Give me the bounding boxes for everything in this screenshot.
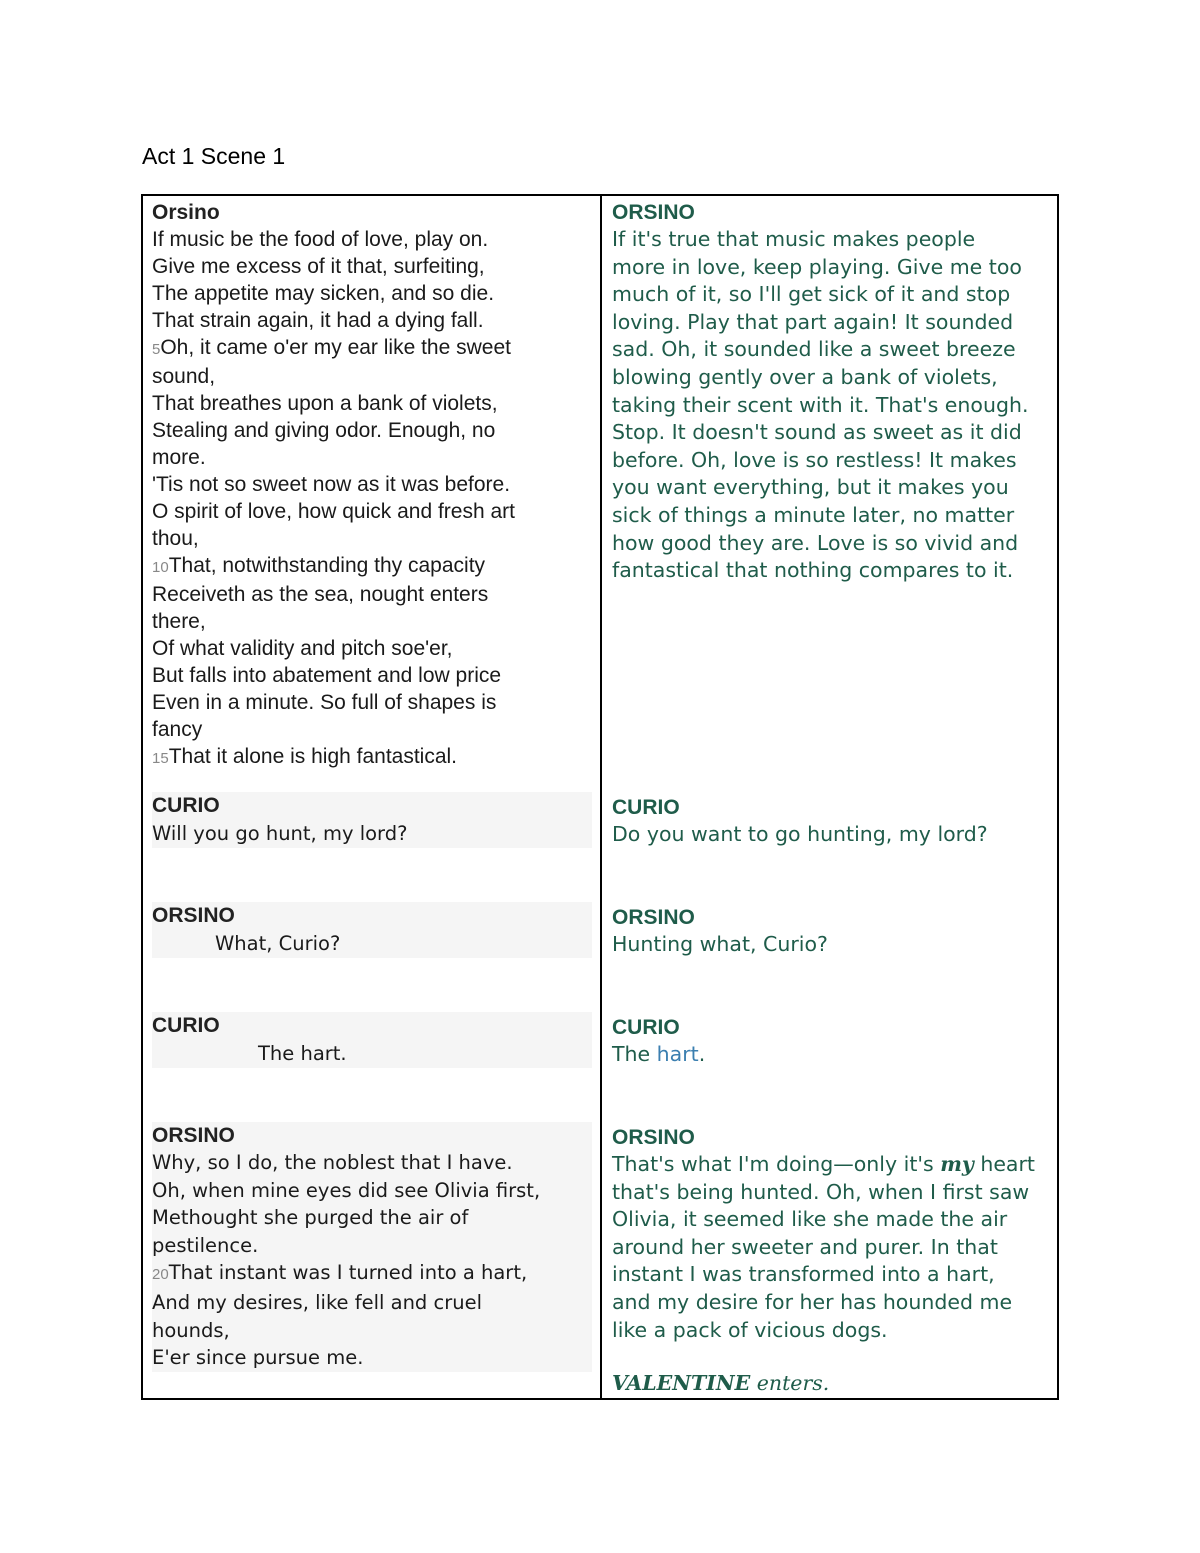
translation-line: sad. Oh, it sounded like a sweet breeze [612,337,1016,362]
glossary-link[interactable]: hart [656,1042,699,1066]
column-divider [600,196,602,1398]
translation-line: much of it, so I'll get sick of it and stop [612,282,1011,307]
verse-line: 10That, notwithstanding thy capacity [152,554,486,577]
stage-direction: VALENTINE enters. [612,1371,830,1396]
speaker-name: CURIO [612,796,680,819]
translation-table [141,194,1059,1400]
translation-line: before. Oh, love is so restless! It makes [612,447,1017,472]
verse-line: That breathes upon a bank of violets, [152,392,498,415]
stage-character: VALENTINE [612,1371,751,1396]
original-column [152,196,592,1398]
verse-line: That strain again, it had a dying fall. [152,309,484,332]
translation-line: instant I was transformed into a hart, [612,1262,995,1287]
translation-line: sick of things a minute later, no matter [612,502,1015,527]
speaker-name: ORSINO [152,904,235,927]
verse-line: And my desires, like fell and cruel [152,1290,483,1314]
translation-line: If it's true that music makes people [612,227,976,251]
line-number: 5 [152,341,161,358]
translation-block-curio-1 [612,794,1052,849]
translation-line: how good they are. Love is so vivid and [612,530,1019,555]
translation-block-curio-2 [612,1014,1052,1069]
translation-line: Olivia, it seemed like she made the air [612,1207,1008,1232]
line-number: 20 [152,1266,169,1284]
speaker-name: CURIO [152,1014,220,1037]
speaker-name: CURIO [152,794,220,817]
original-block-curio-2 [152,1012,592,1068]
speaker-name: ORSINO [612,201,695,224]
speaker-name: Orsino [152,201,220,224]
translation-line: blowing gently over a bank of violets, [612,364,998,389]
translation-line: Stop. It doesn't sound as sweet as it did [612,420,1022,445]
page-title: Act 1 Scene 1 [142,143,286,169]
translation-line: and my desire for her has hounded me [612,1289,1013,1314]
verse-line: Of what validity and pitch soe'er, [152,637,453,660]
verse-line: fancy [152,718,203,741]
speaker-name: ORSINO [152,1124,235,1147]
verse-line: 'Tis not so sweet now as it was before. [152,473,511,496]
verse-line: sound, [152,365,216,388]
translation-line: like a pack of vicious dogs. [612,1317,888,1342]
verse-line: Stealing and giving odor. Enough, no [152,419,496,442]
translation-line: around her sweeter and purer. In that [612,1234,998,1259]
verse-line: But falls into abatement and low price [152,664,502,687]
verse-line: 5Oh, it came o'er my ear like the sweet [152,336,511,359]
translation-line: That's what I'm doing—only it's my heart [612,1152,1035,1176]
verse-line: O spirit of love, how quick and fresh art [152,500,515,523]
verse-line: thou, [152,527,199,550]
verse-line: 20That instant was I turned into a hart, [152,1261,528,1285]
verse-line: there, [152,610,206,633]
original-block-orsino-3 [152,1122,592,1372]
verse-line: 15That it alone is high fantastical. [152,745,458,768]
original-block-curio-1 [152,792,592,848]
translation-line: taking their scent with it. That's enough. [612,392,1029,417]
translation-line: The hart. [612,1042,706,1066]
translation-line: fantastical that nothing compares to it. [612,558,1014,583]
verse-line: hounds, [152,1318,230,1342]
translation-line: loving. Play that part again! It sounded [612,309,1014,334]
line-number: 10 [152,559,169,576]
verse-line: The appetite may sicken, and so die. [152,282,495,305]
original-block-orsino-1 [152,199,592,772]
verse-line: Methought she purged the air of [152,1206,469,1230]
verse-line: Will you go hunt, my lord? [152,822,408,845]
line-number: 15 [152,750,169,767]
verse-line: pestilence. [152,1233,259,1257]
translation-line: more in love, keep playing. Give me too [612,254,1022,279]
emphasized-word: my [940,1152,974,1176]
translation-line: Hunting what, Curio? [612,932,828,956]
verse-line: What, Curio? [215,932,341,955]
verse-line: E'er since pursue me. [152,1346,364,1370]
translation-line: that's being hunted. Oh, when I first saw [612,1179,1030,1204]
verse-line: more. [152,446,206,469]
verse-line: Even in a minute. So full of shapes is [152,691,497,714]
translation-line: you want everything, but it makes you [612,475,1009,500]
translation-block-orsino-2 [612,904,1052,959]
translation-line: Do you want to go hunting, my lord? [612,822,988,846]
verse-line: Why, so I do, the noblest that I have. [152,1151,513,1174]
original-block-orsino-2 [152,902,592,958]
translation-column [612,196,1052,1398]
translation-block-orsino-3 [612,1124,1052,1398]
translation-block-orsino-1 [612,199,1052,585]
speaker-name: ORSINO [612,1126,695,1149]
verse-line: If music be the food of love, play on. [152,228,489,251]
verse-line: The hart. [258,1042,347,1065]
verse-line: Oh, when mine eyes did see Olivia first, [152,1178,541,1202]
verse-line: Receiveth as the sea, nought enters [152,583,489,606]
speaker-name: ORSINO [612,906,695,929]
speaker-name: CURIO [612,1016,680,1039]
verse-line: Give me excess of it that, surfeiting, [152,255,485,278]
